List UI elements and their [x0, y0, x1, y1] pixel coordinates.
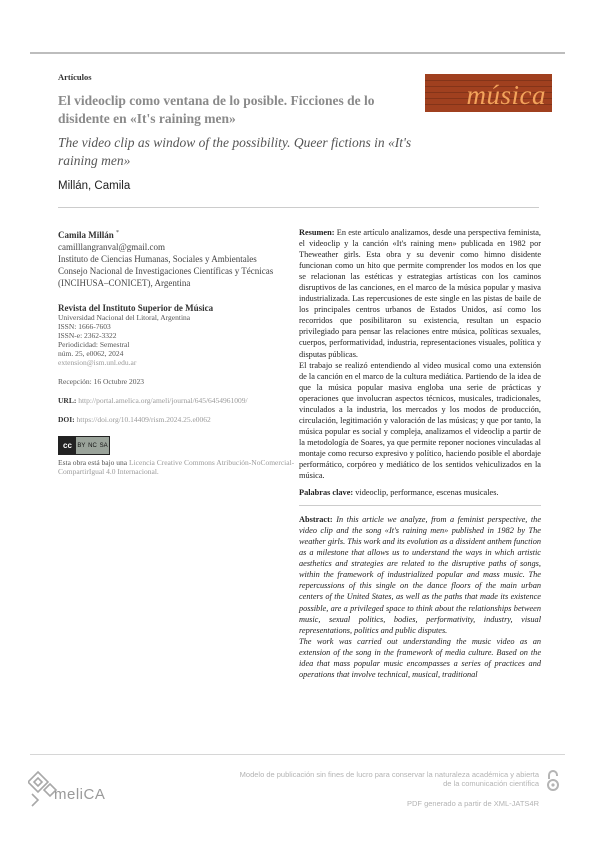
- banner-word: música: [466, 80, 546, 110]
- url-label: URL:: [58, 396, 77, 405]
- abstract-paragraph-2: The work was carried out understanding the music video as an extension of the song in the framework of media culture. Based on the idea that mass popular music encompasses a series of practices and operations that involve technical, musical, traditional: [299, 636, 541, 679]
- journal-issue: núm. 25, e0062, 2024: [58, 349, 124, 358]
- abstract-column: [299, 227, 541, 680]
- cc-terms: [76, 437, 109, 454]
- top-rule: [30, 52, 565, 54]
- section-label: Artículos: [58, 72, 92, 82]
- cc-term-by: BY: [77, 442, 86, 449]
- affiliation-name: Camila Millán: [58, 230, 114, 240]
- amelica-brand: meliCA: [54, 786, 106, 803]
- metadata-column: [58, 227, 295, 476]
- affiliation-email[interactable]: camilllangranval@gmail.com: [58, 242, 166, 252]
- title-spanish: El videoclip como ventana de lo posible. Ficciones de lo disidente en «It's raining men»: [58, 93, 375, 126]
- journal-issn-e: ISSN-e: 2362-3322: [58, 331, 117, 340]
- cc-term-sa: SA: [99, 442, 108, 449]
- resumen-paragraph-2: El trabajo se realizó entendiendo al video musical como una extensión de la canción en el marco de la cultura mediática. Partiendo de la idea de que la música popular masiva engloba una serie de prácticas y operaciones que involucran aspectos técnicos, musicales, tradicionales, vinculados a la industria, los mercados y los modos de producción, circulación, legitimación y valoración de las músicas; y que por tanto, la música popular es social y compleja, analizamos el videoclip a partir de la metodología de Soares, ya que permite reponer nociones vinculadas al montaje como recurso expresivo y político, haciendo posible el abordaje performático, corpóreo y mediático de los sentidos vehiculizados en la música.: [299, 360, 541, 481]
- resumen-paragraph: [299, 227, 541, 360]
- cc-license-badge[interactable]: [58, 436, 288, 455]
- open-access-icon: [546, 770, 560, 792]
- url-link[interactable]: http://portal.amelica.org/ameli/journal/645/6454961009/: [78, 396, 248, 405]
- affiliation-council: Consejo Nacional de Investigaciones Científicas y Técnicas (INCIHUSA–CONICET), Argentina: [58, 266, 274, 288]
- doi-line: [58, 415, 288, 424]
- url-line: [58, 396, 288, 405]
- keywords-label: Palabras clave:: [299, 488, 354, 498]
- footer-pdf-note: PDF generado a partir de XML-JATS4R: [406, 799, 539, 808]
- keywords-text: videoclip, performance, escenas musicales.: [355, 488, 499, 498]
- doi-label: DOI:: [58, 415, 75, 424]
- journal-banner: [425, 74, 552, 112]
- affiliation-institute: Instituto de Ciencias Humanas, Sociales y Ambientales: [58, 254, 257, 264]
- abstract-rule: [299, 505, 541, 506]
- footer-note: Modelo de publicación sin fines de lucro para conservar la naturaleza académica y abierta de la comunicación científica: [239, 770, 539, 788]
- license-link[interactable]: Licencia Creative Commons Atribución-NoComercial-CompartirIgual 4.0 Internacional.: [58, 458, 295, 476]
- resumen-label: Resumen:: [299, 228, 335, 237]
- affiliation-name-line: [58, 227, 288, 241]
- cc-mark: cc: [59, 437, 76, 454]
- affiliation-sup: *: [116, 230, 119, 236]
- journal-contact[interactable]: extension@ism.unl.edu.ar: [58, 358, 137, 367]
- author-name: Millán, Camila: [58, 180, 131, 192]
- abstract-paragraph: [299, 514, 541, 636]
- license-text: [58, 458, 298, 476]
- footer-rule: [30, 754, 565, 755]
- license-prefix: Esta obra está bajo una: [58, 458, 130, 467]
- journal-issn: ISSN: 1666-7603: [58, 322, 111, 331]
- journal-publisher: Universidad Nacional del Litoral, Argentina: [58, 313, 191, 322]
- cc-term-nc: NC: [88, 442, 97, 449]
- keywords-line: [299, 487, 541, 498]
- abstract-label: Abstract:: [299, 515, 333, 525]
- doi-link[interactable]: https://doi.org/10.14409/rism.2024.25.e0062: [76, 415, 211, 424]
- cc-icon: [58, 436, 110, 455]
- journal-name: Revista del Instituto Superior de Música: [58, 303, 214, 313]
- abstract-text: In this article we analyze, from a feminist perspective, the video clip and the song «It's raining men» published in 1982 by The weather girls. This work and its evolution as a dissident anthem function as a milestone that allows us to understand the ways in which artistic aesthetics and strategies are related to the disruptive paths of songs, within the framework of industrialized popular and mass music. The repercussions of this single on the dance floors of the main urban centers of the United States, as well as the paths that made its existence possible, are a privileged space to think about the relationships between music, sexual politics, bodies, performativity, industry, visual representations, politics and public disputes.: [299, 515, 541, 635]
- journal-periodicity: Periodicidad: Semestral: [58, 340, 130, 349]
- title-english: The video clip as window of the possibility. Queer fictions in «It's raining men»: [58, 135, 412, 168]
- header-rule: [58, 207, 539, 208]
- resumen-text: En este artículo analizamos, desde una perspectiva feminista, el videoclip y la canción «It's raining men» publicada en 1982 por Theweather girls. Esta obra y su devenir como himno disidente funcionan como un hito que permite comprender los modos en los que se relacionan las estéticas y estrategias artísticas con los caminos disruptivos de las canciones, en el marco de la música popular y masiva industrializada. Las repercusiones de este single en las pistas de baile de los principales centros urbanos de Estados Unidos, así como los recorridos que posibilitaron su existencia, resultan un espacio privilegiado para pensar las relaciones entre música, políticas sexuales, cuerpos, performatividad, industria, representaciones visuales, política y disputas públicas.: [299, 228, 542, 359]
- received-date: Recepción: 16 Octubre 2023: [58, 377, 145, 386]
